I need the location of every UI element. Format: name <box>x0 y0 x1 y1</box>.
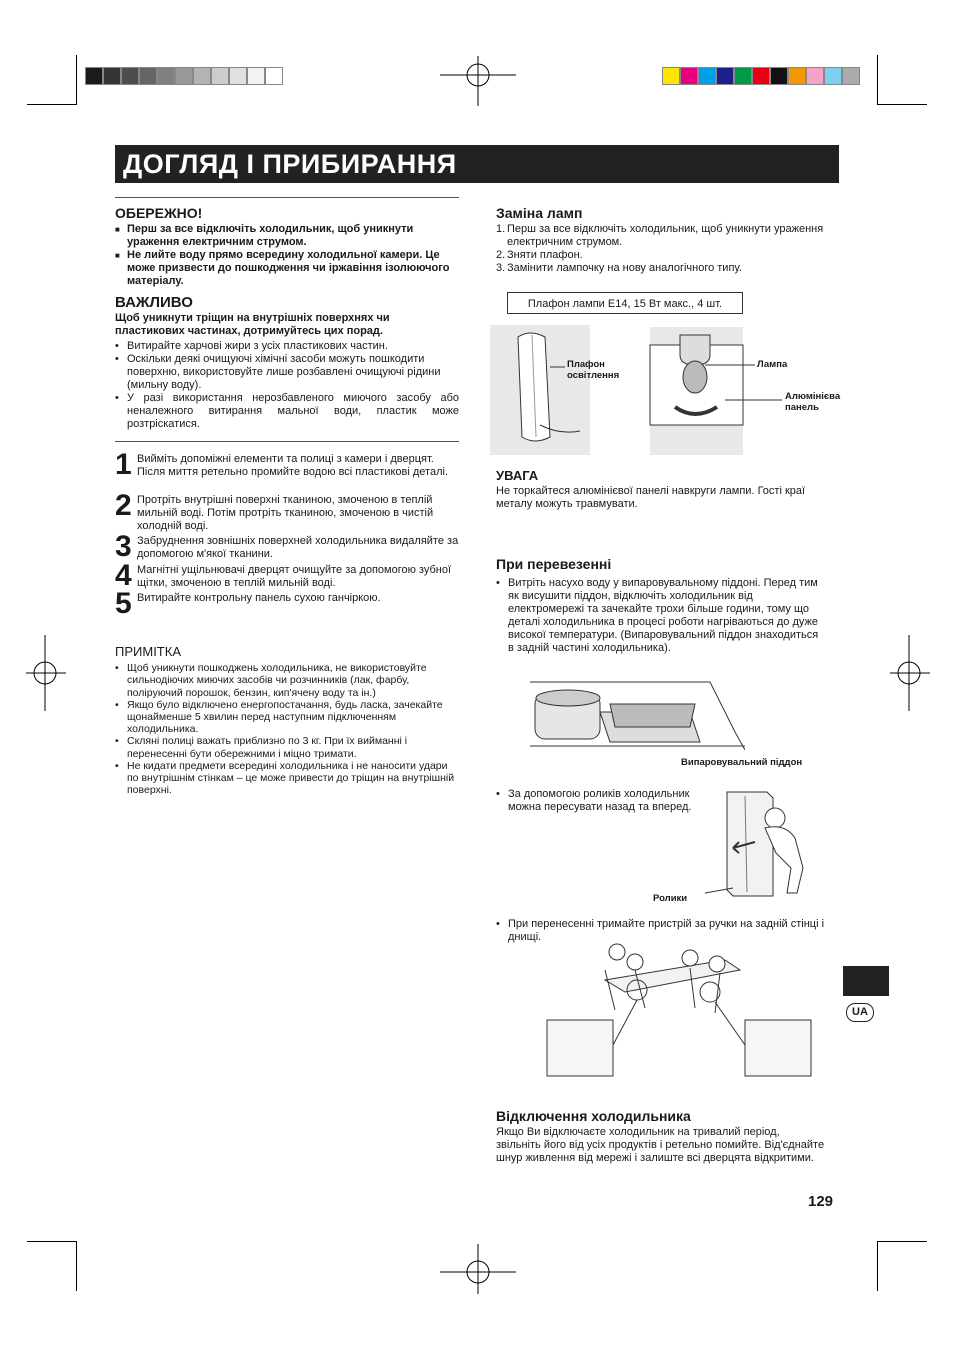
step-text: Витирайте контрольну панель сухою ганчіркою. <box>137 592 381 604</box>
registration-mark-left <box>26 635 66 711</box>
important-intro: Щоб уникнути тріщин на внутрішніх поверхнях чи пластикових частинах, дотримуйтесь цих порад. <box>115 312 390 337</box>
lamp-heading: Заміна ламп <box>496 205 583 221</box>
rollers-label: Ролики <box>653 893 688 904</box>
evaporating-tray-label: Випаровувальний піддон <box>681 757 803 768</box>
list-item: • Скляні полиці важать приблизно по 3 кг. При їх вийманні і перенесенні бути обережними і міцно тримати. <box>115 735 459 759</box>
color-swatch <box>680 67 698 85</box>
transport-heading: При перевезенні <box>496 556 612 572</box>
color-swatch <box>121 67 139 85</box>
crop-mark <box>27 104 77 105</box>
step-number: 5 <box>115 587 132 620</box>
color-swatch <box>788 67 806 85</box>
list-item: ■ Перш за все відключіть холодильник, щоб уникнути ураження електричним струмом. <box>115 223 459 249</box>
registration-mark-right <box>890 635 930 711</box>
color-swatch <box>662 67 680 85</box>
crop-mark <box>877 1241 878 1291</box>
step-text: Забруднення зовнішніх поверхней холодильника видаляйте за допомогою м'якої тканини. <box>137 535 459 560</box>
list-item: • У разі використання нерозбавленого миючого засобу або неналежного витирання мальної води, пластик може розтріскатися. <box>115 392 459 431</box>
color-swatch <box>247 67 265 85</box>
page-title: ДОГЛЯД І ПРИБИРАННЯ <box>115 145 839 183</box>
color-swatch <box>824 67 842 85</box>
color-swatch <box>139 67 157 85</box>
color-swatch <box>193 67 211 85</box>
color-swatch <box>103 67 121 85</box>
evaporating-tray-illustration <box>530 672 745 750</box>
lamp-section <box>496 207 826 275</box>
step-text: Вийміть допоміжні елементи та полиці з камери і дверцят. Після миття ретельно промийте водою всі пластикові деталі. <box>137 453 448 478</box>
step-number: 4 <box>115 559 132 592</box>
color-swatch <box>157 67 175 85</box>
caution-list <box>115 223 459 288</box>
step-text: Магнітні ущільнювачі дверцят очищуйте за допомогою зубної щітки, змоченою в теплій мильній воді. <box>137 564 452 589</box>
registration-mark-top <box>440 56 516 106</box>
color-swatch <box>716 67 734 85</box>
crop-mark <box>877 1241 927 1242</box>
step-text: Протріть внутрішні поверхні тканиною, змоченою в теплій мильній воді. Потім протріть тканиною, змоченою в чистій холодній воді. <box>137 494 434 532</box>
step-2 <box>115 489 460 533</box>
step-4 <box>115 559 460 592</box>
note-list <box>115 662 459 796</box>
note-heading: ПРИМІТКА <box>115 644 181 659</box>
crop-mark <box>877 55 878 105</box>
list-item: • При перенесенні тримайте пристрій за ручки на задній стінці і днищі. <box>496 918 826 944</box>
aluminum-panel-label: Алюмінієва панель <box>785 391 841 413</box>
divider <box>115 441 459 442</box>
important-heading: ВАЖЛИВО <box>115 294 193 311</box>
step-number: 1 <box>115 448 132 481</box>
step-number: 2 <box>115 489 132 522</box>
attention-heading: УВАГА <box>496 468 539 483</box>
attention-section <box>496 469 841 511</box>
crop-mark <box>76 55 77 105</box>
color-swatch-bar <box>662 67 860 85</box>
list-item: 1. Перш за все відключіть холодильник, щоб уникнути ураження електричним струмом. <box>496 223 824 248</box>
disconnect-heading: Відключення холодильника <box>496 1108 691 1124</box>
color-swatch <box>734 67 752 85</box>
color-swatch <box>229 67 247 85</box>
color-swatch <box>85 67 103 85</box>
list-item: • Витирайте харчові жири з усіх пластикових частин. <box>115 340 459 353</box>
caution-section <box>115 207 459 431</box>
color-swatch <box>842 67 860 85</box>
transport-list-2 <box>496 788 711 814</box>
step-1 <box>115 448 460 481</box>
list-item: • Щоб уникнути пошкоджень холодильника, не використовуйте сильнодіючих миючих засобів чи розчинників (лак, фарбу, полірyючий порошок, бензин, кип'ячену воду та ін.) <box>115 662 459 699</box>
color-swatch <box>175 67 193 85</box>
list-item: • Витріть насухо воду у випаровувальному піддоні. Перед тим як висушити піддон, відключіть холодильник від електромережі та зачекайте трохи більше години, тому що деталі холодильника в процесі роботи нагріваються до дуже високої температури. (Випаровувальний піддон знаходиться в задній частині холодильника). <box>496 577 826 655</box>
step-5 <box>115 587 460 620</box>
crop-mark <box>877 104 927 105</box>
list-item: • Оскільки деякі очищуючі хімічні засоби можуть пошкодити поверхню, використовуйте лише розбавлені очищуючі рідини (мильну воду). <box>115 353 459 392</box>
color-swatch <box>265 67 283 85</box>
transport-section-2 <box>496 788 711 814</box>
color-swatch <box>806 67 824 85</box>
gray-swatch-bar <box>85 67 283 85</box>
caution-heading: ОБЕРЕЖНО! <box>115 205 203 221</box>
transport-list-1 <box>496 577 826 655</box>
list-item: • За допомогою роликів холодильник можна пересувати назад та вперед. <box>496 788 711 814</box>
step-3 <box>115 530 460 563</box>
color-swatch <box>211 67 229 85</box>
list-item: 2. Зняти плафон. <box>496 249 583 261</box>
page-number: 129 <box>808 1193 834 1210</box>
language-tab <box>843 966 889 996</box>
transport-section <box>496 558 826 655</box>
crop-mark <box>27 1241 77 1242</box>
list-item: • Не кидати предмети всередині холодильника і не наносити удари по внутрішнім стінкам – це може привести до тріщин на внутрішній поверхні. <box>115 760 459 797</box>
language-badge: UA <box>846 1003 874 1022</box>
plafon-label: Плафон освітлення <box>567 359 620 381</box>
list-item: 3. Замінити лампочку на нову аналогічного типу. <box>496 262 742 274</box>
list-item: • Якщо було відключено енергопостачання, будь ласка, зачекайте щонайменше 5 хвилин перед наступним підключенням холодильника. <box>115 699 459 736</box>
attention-text: Не торкайтеся алюмінієвої панелі навкруги лампи. Гості краї металу можуть травмувати. <box>496 485 806 510</box>
color-swatch <box>698 67 716 85</box>
lamp-spec-box: Плафон лампи E14, 15 Вт макс., 4 шт. <box>507 292 743 314</box>
lamp-replacement-illustration <box>490 325 841 460</box>
list-item: ■ Не лийте воду прямо всередину холодильної камери. Це може призвести до пошкодження чи іржавіння ізолюючого матеріалу. <box>115 249 459 288</box>
rollers-illustration <box>705 788 815 900</box>
registration-mark-bottom <box>440 1244 516 1294</box>
important-list <box>115 340 459 431</box>
lamp-steps <box>496 223 826 275</box>
color-swatch <box>770 67 788 85</box>
crop-mark <box>76 1241 77 1291</box>
disconnect-text: Якщо Ви відключаєте холодильник на тривалий період, звільніть його від усіх продуктів і ретельно помийте. Від'єднайте шнур живлення від мережі і залиште всі дверцята відкритими. <box>496 1126 825 1164</box>
color-swatch <box>752 67 770 85</box>
note-section <box>115 646 459 796</box>
step-number: 3 <box>115 530 132 563</box>
lamp-label: Лампа <box>757 359 788 370</box>
disconnect-section <box>496 1110 826 1165</box>
divider <box>115 197 459 198</box>
carrying-illustration <box>545 940 815 1080</box>
